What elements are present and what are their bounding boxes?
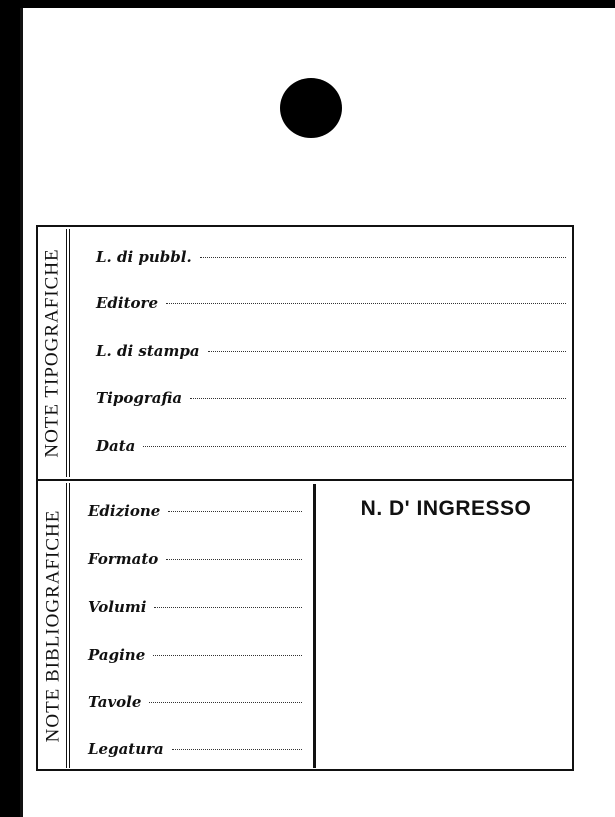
field-label: L. di stampa	[96, 342, 200, 360]
numero-ingresso-label: N. D' INGRESSO	[360, 497, 532, 520]
bibliografiche-title-wrap	[40, 483, 66, 768]
field-label: Pagine	[88, 646, 146, 664]
field-label: Editore	[96, 294, 158, 312]
field-legatura[interactable]	[88, 740, 302, 758]
section-divider	[36, 479, 574, 481]
field-data[interactable]	[96, 437, 566, 455]
tipografiche-title: NOTE TIPOGRAFICHE	[42, 248, 64, 458]
field-label: Formato	[88, 550, 159, 568]
fill-line	[143, 445, 566, 447]
field-volumi[interactable]	[88, 598, 302, 616]
column-divider	[313, 484, 316, 768]
field-editore[interactable]	[96, 294, 566, 312]
fill-line	[166, 558, 302, 560]
field-label: Data	[96, 437, 136, 455]
fill-line	[154, 606, 302, 608]
fill-line	[149, 701, 302, 703]
fill-line	[168, 510, 302, 512]
bibliografiche-label-column	[40, 483, 70, 768]
field-luogo-stampa[interactable]	[96, 342, 566, 360]
fill-line	[190, 397, 566, 399]
field-label: Volumi	[88, 598, 147, 616]
fill-line	[166, 302, 566, 304]
field-label: Edizione	[88, 502, 161, 520]
fill-line	[200, 256, 566, 258]
field-edizione[interactable]	[88, 502, 302, 520]
field-label: Legatura	[88, 740, 164, 758]
fill-line	[208, 350, 566, 352]
field-pagine[interactable]	[88, 646, 302, 664]
punch-hole	[280, 78, 342, 138]
field-label: Tipografia	[96, 389, 183, 407]
field-tipografia[interactable]	[96, 389, 566, 407]
field-label: L. di pubbl.	[96, 248, 192, 266]
field-luogo-pubblicazione[interactable]	[96, 248, 566, 266]
field-formato[interactable]	[88, 550, 302, 568]
bibliografiche-title: NOTE BIBLIOGRAFICHE	[42, 509, 63, 742]
fill-line	[153, 654, 302, 656]
tipografiche-title-wrap	[40, 229, 66, 477]
field-label: Tavole	[88, 693, 142, 711]
fill-line	[172, 748, 302, 750]
field-tavole[interactable]	[88, 693, 302, 711]
tipografiche-label-column	[40, 229, 70, 477]
